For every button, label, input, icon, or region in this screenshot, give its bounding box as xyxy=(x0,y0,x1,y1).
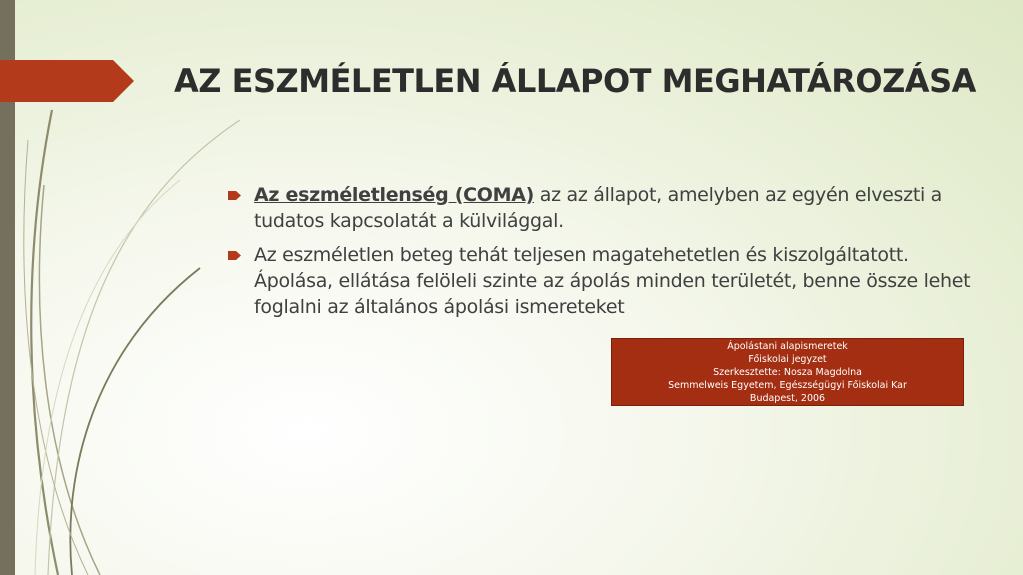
source-line-institution: Semmelweis Egyetem, Egészségügyi Főiskolai Kar xyxy=(668,380,907,391)
source-line-type: Főiskolai jegyzet xyxy=(748,354,827,365)
bullet-item-care-description xyxy=(228,242,988,320)
title-arrow-shape xyxy=(0,60,134,102)
source-citation-box xyxy=(611,338,964,406)
bullet-lead-term: Az eszméletlenség (COMA) xyxy=(254,184,535,206)
bullet-list xyxy=(228,182,988,328)
bullet-text: Az eszméletlen beteg tehát teljesen magatehetetlen és kiszolgáltatott. Ápolása, ellátása felöleli szinte az ápolás minden területét, benne össze lehet foglalni az általános ápolási ismereteket xyxy=(254,244,971,318)
bullet-text: az az állapot, amelyben az egyén elveszti a tudatos kapcsolatát a külvilággal. xyxy=(254,184,943,232)
source-line-editor: Szerkesztette: Nosza Magdolna xyxy=(713,367,862,378)
source-line-place-year: Budapest, 2006 xyxy=(749,393,826,404)
arrow-bullet-icon xyxy=(228,251,241,260)
bullet-item-coma-definition xyxy=(228,182,988,234)
arrow-bullet-icon xyxy=(228,191,241,200)
slide-title: AZ ESZMÉLETLEN ÁLLAPOT MEGHATÁROZÁSA xyxy=(174,62,976,100)
source-line-book-title: Ápolástani alapismeretek xyxy=(727,341,848,352)
